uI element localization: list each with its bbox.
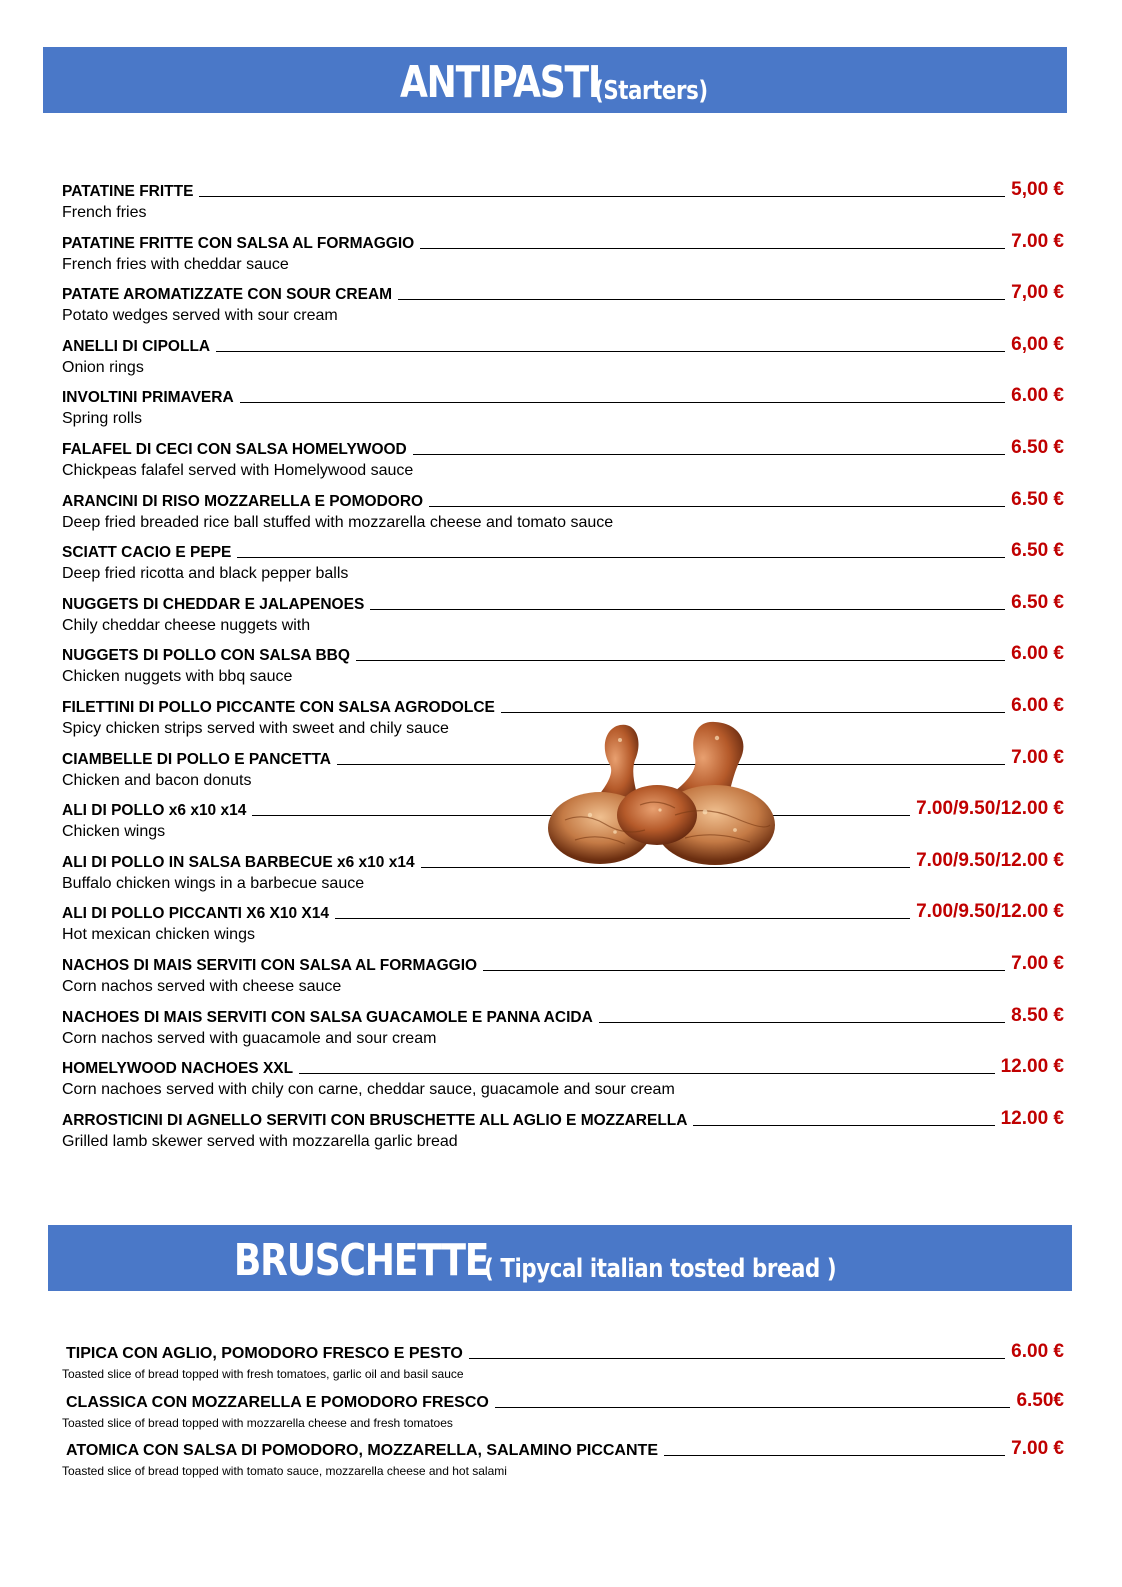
menu-item-row	[62, 228, 1064, 254]
menu-item-price: 7.00 €	[1011, 230, 1064, 252]
menu-item	[62, 279, 1064, 331]
menu-item-price: 6.50 €	[1011, 591, 1064, 613]
leader-line	[370, 608, 1005, 610]
menu-item-price: 12.00 €	[1000, 1056, 1064, 1078]
menu-item-name: PATATE AROMATIZZATE CON SOUR CREAM	[62, 286, 393, 304]
menu-item-name: ALI DI POLLO x6 x10 x14	[62, 802, 247, 820]
menu-item-row	[62, 589, 1064, 615]
antipasti-banner	[43, 47, 1067, 113]
menu-item-name: NACHOS DI MAIS SERVITI CON SALSA AL FORMAGGIO	[62, 956, 478, 974]
menu-item-description: Corn nachos served with cheese sauce	[62, 977, 342, 995]
menu-item-row	[62, 950, 1064, 976]
menu-item-price: 12.00 €	[1000, 1107, 1064, 1129]
menu-item-name: TIPICA CON AGLIO, POMODORO FRESCO E PESTO	[66, 1345, 463, 1362]
leader-line	[599, 1021, 1005, 1023]
menu-item-row	[62, 1053, 1064, 1079]
menu-item	[62, 898, 1064, 950]
menu-item-row	[62, 176, 1064, 202]
menu-item-row	[62, 331, 1064, 357]
menu-item-description: Onion rings	[62, 358, 144, 376]
bruschette-menu-list	[62, 1338, 1064, 1484]
menu-item	[62, 589, 1064, 641]
menu-item-row	[62, 898, 1064, 924]
menu-item-price: 6.00 €	[1011, 643, 1064, 665]
menu-item-row	[62, 434, 1064, 460]
leader-line	[216, 350, 1005, 352]
menu-item	[62, 640, 1064, 692]
menu-item-row	[62, 382, 1064, 408]
menu-item-row	[62, 1105, 1064, 1131]
menu-item	[62, 434, 1064, 486]
menu-item-description: Chicken wings	[62, 823, 166, 841]
menu-item-row	[62, 537, 1064, 563]
menu-item-name: ARANCINI DI RISO MOZZARELLA E POMODORO	[62, 492, 424, 510]
menu-item-price: 6.50 €	[1011, 436, 1064, 458]
menu-item	[62, 176, 1064, 228]
menu-item	[62, 1002, 1064, 1054]
menu-item-description: Corn nachoes served with chily con carne, cheddar sauce, guacamole and sour cream	[62, 1081, 675, 1099]
menu-item-description: Corn nachos served with guacamole and sour cream	[62, 1029, 437, 1047]
menu-item-name: NUGGETS DI POLLO CON SALSA BBQ	[62, 647, 350, 665]
menu-item-description: Toasted slice of bread topped with tomato sauce, mozzarella cheese and hot salami	[62, 1464, 507, 1478]
menu-item-name: CIAMBELLE DI POLLO E PANCETTA	[62, 750, 331, 768]
menu-item-description: Deep fried ricotta and black pepper balls	[62, 565, 349, 583]
menu-item-description: French fries with cheddar sauce	[62, 255, 289, 273]
leader-line	[413, 453, 1005, 455]
bruschette-banner	[48, 1225, 1072, 1291]
leader-line	[299, 1072, 995, 1074]
menu-item	[62, 1053, 1064, 1105]
menu-item-name: PATATINE FRITTE CON SALSA AL FORMAGGIO	[62, 234, 415, 252]
menu-item-price: 6,00 €	[1011, 333, 1064, 355]
leader-line	[664, 1454, 1005, 1456]
menu-item-description: Potato wedges served with sour cream	[62, 307, 338, 325]
menu-item-price: 7.00/9.50/12.00 €	[916, 849, 1064, 871]
menu-item-row	[62, 1338, 1064, 1364]
menu-item-description: French fries	[62, 204, 147, 221]
menu-item-name: FILETTINI DI POLLO PICCANTE CON SALSA AGRODOLCE	[62, 698, 495, 716]
leader-line	[469, 1357, 1005, 1359]
menu-item-description: Chily cheddar cheese nuggets with	[62, 616, 311, 634]
menu-item-row	[62, 279, 1064, 305]
menu-item-description: Chickpeas falafel served with Homelywood sauce	[62, 461, 414, 479]
menu-item-price: 6.50 €	[1011, 488, 1064, 510]
menu-item-price: 5,00 €	[1011, 179, 1064, 200]
menu-item-name: CLASSICA CON MOZZARELLA E POMODORO FRESCO	[66, 1393, 489, 1411]
menu-item-price: 7,00 €	[1011, 282, 1064, 304]
menu-item-description: Grilled lamb skewer served with mozzarella garlic bread	[62, 1132, 458, 1150]
menu-item-description: Toasted slice of bread topped with mozzarella cheese and fresh tomatoes	[62, 1415, 453, 1430]
menu-item-name: ATOMICA CON SALSA DI POMODORO, MOZZARELLA, SALAMINO PICCANTE	[66, 1442, 658, 1459]
menu-item-price: 7.00 €	[1011, 1438, 1064, 1459]
menu-item-name: NACHOES DI MAIS SERVITI CON SALSA GUACAMOLE E PANNA ACIDA	[62, 1008, 593, 1026]
menu-item-row	[62, 1387, 1064, 1413]
menu-item-price: 6.50€	[1016, 1389, 1064, 1411]
menu-item	[62, 950, 1064, 1002]
menu-item	[62, 1105, 1064, 1157]
menu-item-name: ARROSTICINI DI AGNELLO SERVITI CON BRUSCHETTE ALL AGLIO E MOZZARELLA	[62, 1111, 688, 1129]
menu-item-price: 7.00/9.50/12.00 €	[916, 798, 1064, 820]
menu-item-name: PATATINE FRITTE	[62, 183, 194, 200]
bruschette-title: BRUSCHETTE	[234, 1235, 489, 1286]
menu-item-price: 6.00 €	[1011, 385, 1064, 407]
menu-item	[62, 1435, 1064, 1484]
menu-item-name: ALI DI POLLO PICCANTI X6 X10 X14	[62, 905, 330, 923]
menu-item-description: Spring rolls	[62, 410, 143, 428]
leader-line	[483, 969, 1005, 971]
leader-line	[199, 195, 1005, 197]
menu-item-description: Spicy chicken strips served with sweet and chily sauce	[62, 719, 449, 737]
leader-line	[240, 401, 1006, 403]
menu-item-description: Chicken and bacon donuts	[62, 771, 252, 789]
menu-item-row	[62, 1002, 1064, 1028]
menu-item-row	[62, 486, 1064, 512]
menu-item-description: Chicken nuggets with bbq sauce	[62, 668, 293, 686]
menu-item-price: 6.50 €	[1011, 540, 1064, 562]
menu-item	[62, 382, 1064, 434]
menu-item-name: ANELLI DI CIPOLLA	[62, 337, 211, 355]
chicken-wings-image	[545, 720, 780, 870]
antipasti-title: ANTIPASTI	[399, 57, 600, 108]
menu-item-price: 7.00 €	[1011, 746, 1064, 768]
menu-item-name: FALAFEL DI CECI CON SALSA HOMELYWOOD	[62, 440, 407, 458]
bruschette-subtitle: ( Tipycal italian tosted bread )	[484, 1254, 837, 1284]
leader-line	[429, 505, 1005, 507]
leader-line	[398, 298, 1005, 300]
menu-item-name: INVOLTINI PRIMAVERA	[62, 389, 234, 407]
leader-line	[501, 711, 1005, 713]
leader-line	[420, 247, 1005, 249]
menu-item	[62, 331, 1064, 383]
menu-item-description: Deep fried breaded rice ball stuffed with mozzarella cheese and tomato sauce	[62, 513, 614, 531]
leader-line	[495, 1406, 1011, 1408]
menu-item	[62, 228, 1064, 280]
menu-item-description: Hot mexican chicken wings	[62, 926, 255, 944]
menu-item-price: 7.00/9.50/12.00 €	[916, 901, 1064, 923]
menu-item-row	[62, 692, 1064, 718]
menu-item	[62, 1387, 1064, 1436]
menu-item-description: Buffalo chicken wings in a barbecue sauce	[62, 874, 365, 892]
menu-item-row	[62, 640, 1064, 666]
menu-item-price: 7.00 €	[1011, 952, 1064, 974]
menu-item-description: Toasted slice of bread topped with fresh tomatoes, garlic oil and basil sauce	[62, 1367, 464, 1381]
antipasti-subtitle: (Starters)	[593, 76, 708, 106]
menu-item-price: 8.50 €	[1011, 1004, 1064, 1026]
leader-line	[693, 1124, 994, 1126]
menu-item-name: HOMELYWOOD NACHOES XXL	[62, 1060, 294, 1078]
menu-item-price: 6.00 €	[1011, 1341, 1064, 1362]
leader-line	[356, 659, 1005, 661]
menu-item-price: 6.00 €	[1011, 694, 1064, 716]
antipasti-menu-list	[62, 176, 1064, 1156]
menu-item	[62, 486, 1064, 538]
leader-line	[335, 917, 910, 919]
menu-item-name: NUGGETS DI CHEDDAR E JALAPENOES	[62, 595, 365, 613]
leader-line	[237, 556, 1005, 558]
menu-item-name: SCIATT CACIO E PEPE	[62, 544, 232, 562]
menu-item	[62, 537, 1064, 589]
menu-item-row	[62, 1435, 1064, 1461]
menu-item-name: ALI DI POLLO IN SALSA BARBECUE x6 x10 x14	[62, 853, 415, 871]
menu-item	[62, 1338, 1064, 1387]
